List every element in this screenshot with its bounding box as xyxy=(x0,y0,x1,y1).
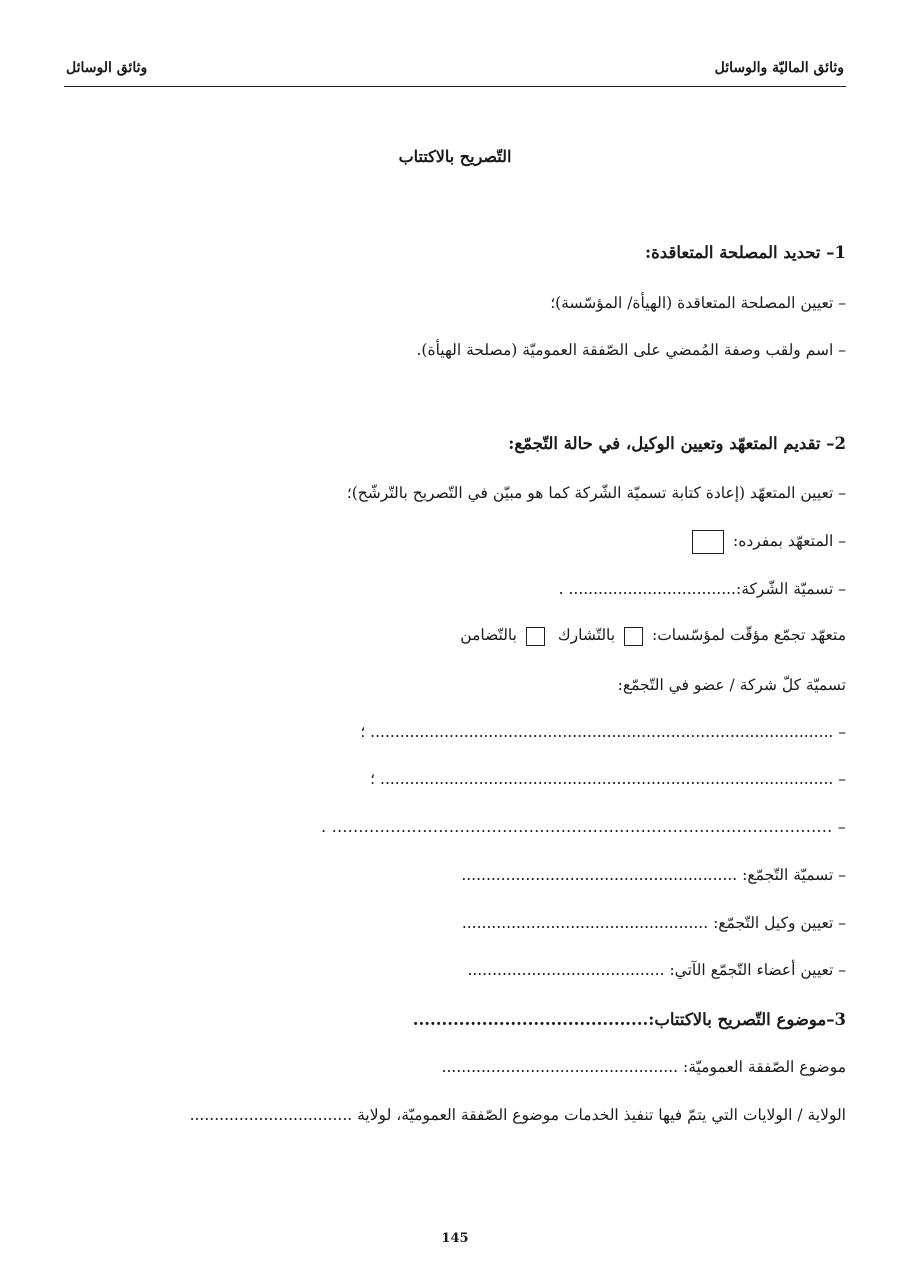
group-members-line: – تعيين أعضاء التّجمّع الآتي: ........................................ xyxy=(467,961,846,979)
contract-subject-line: موضوع الصّفقة العموميّة: ................................................ xyxy=(441,1058,846,1076)
group-option1-checkbox[interactable] xyxy=(624,627,643,646)
section1-line1: – تعيين المصلحة المتعاقدة (الهيأة/ المؤسّسة)؛ xyxy=(550,294,846,312)
section2-heading: 2– تقديم المتعهّد وتعيين الوكيل، في حالة التّجمّع: xyxy=(508,434,846,453)
group-option1-label: بالتّشارك xyxy=(557,626,616,644)
page-number: 145 xyxy=(441,1231,469,1246)
alone-checkbox[interactable] xyxy=(692,530,724,554)
header-left-title: وثائق الوسائل xyxy=(66,60,148,76)
group-option2-label: بالتّضامن xyxy=(460,626,517,644)
page-title: التّصريح بالاكتتاب xyxy=(398,147,512,166)
group-row xyxy=(460,626,846,646)
header-divider xyxy=(64,86,846,87)
member-line-3: – .............................................................................................. . xyxy=(321,818,846,836)
header-right-title: وثائق الماليّة والوسائل xyxy=(714,60,844,76)
group-agent-line: – تعيين وكيل التّجمّع: .................................................. xyxy=(461,914,846,932)
section1-line2: – اسم ولقب وصفة المُمضي على الصّفقة العموميّة (مصلحة الهيأة). xyxy=(416,341,846,359)
region-line: الولاية / الولايات التي يتمّ فيها تنفيذ الخدمات موضوع الصّفقة العموميّة، لولاية ................................. xyxy=(189,1106,846,1124)
group-prefix-label: متعهّد تجمّع مؤقّت لمؤسّسات: xyxy=(651,626,846,644)
section2-line1: – تعيين المتعهّد (إعادة كتابة تسميّة الشّركة كما هو مبيّن في التّصريح بالتّرشّح)؛ xyxy=(346,484,846,502)
alone-label: – المتعهّد بمفرده: xyxy=(733,532,846,550)
member-line-1: – .............................................................................................. ؛ xyxy=(360,723,846,741)
member-line-2: – ............................................................................................ ؛ xyxy=(370,770,846,788)
section3-heading: 3–موضوع التّصريح بالاكتتاب:......................................... xyxy=(412,1010,846,1029)
members-label: تسميّة كلّ شركة / عضو في التّجمّع: xyxy=(617,676,846,694)
alone-row xyxy=(688,530,846,554)
group-name-line: – تسميّة التّجمّع: ........................................................ xyxy=(461,866,846,884)
group-option2-checkbox[interactable] xyxy=(526,627,545,646)
section1-heading: 1– تحديد المصلحة المتعاقدة: xyxy=(645,243,846,262)
company-name-line: – تسميّة الشّركة:.................................. . xyxy=(558,580,846,598)
